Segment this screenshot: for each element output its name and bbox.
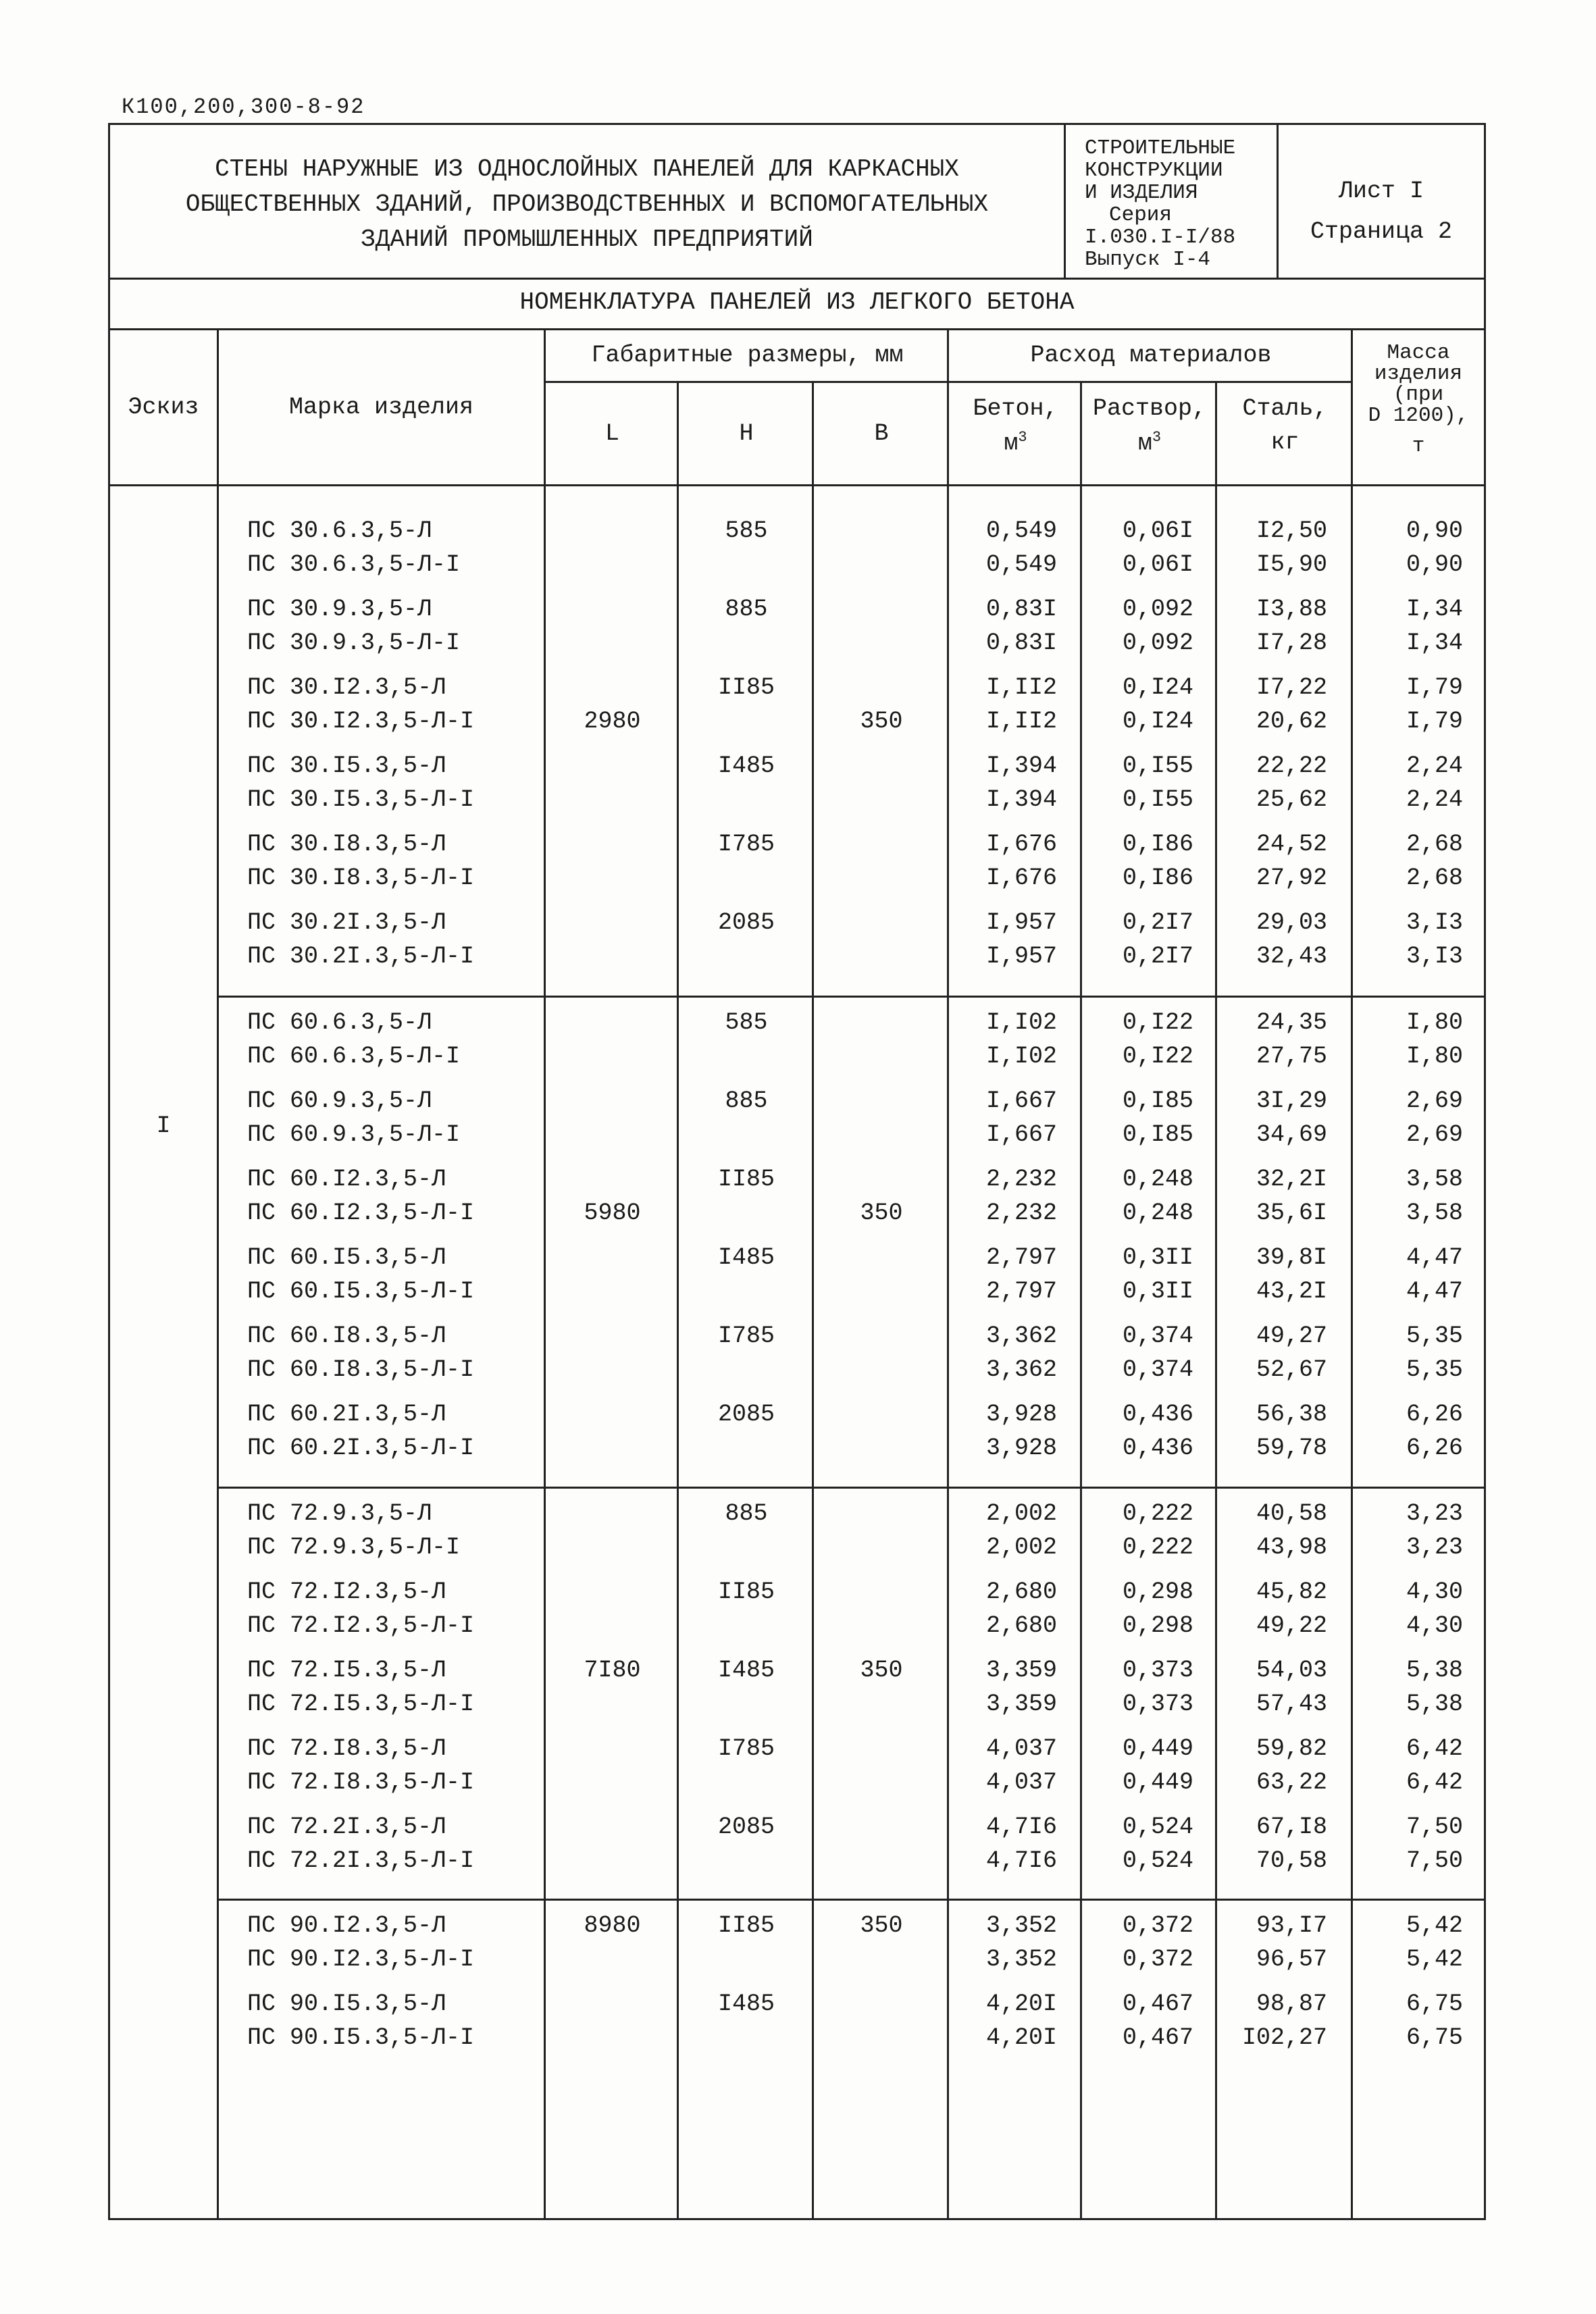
mortar-cell: 0,373 (1122, 1691, 1193, 1718)
mark-cell: ПС 90.I5.3,5-Л-I (247, 2024, 475, 2051)
mortar-cell: 0,I24 (1122, 708, 1193, 735)
h-cell: I785 (717, 1322, 775, 1349)
col-rule (812, 383, 814, 2218)
concrete-cell: 3,928 (985, 1435, 1057, 1462)
mortar-cell: 0,222 (1122, 1534, 1193, 1561)
steel-cell: 43,2I (1256, 1278, 1327, 1305)
mark-cell: ПС 30.6.3,5-Л (247, 517, 432, 544)
steel-cell: 96,57 (1256, 1946, 1327, 1973)
concrete-cell: 0,549 (985, 517, 1057, 544)
concrete-cell: 2,797 (985, 1244, 1057, 1271)
mark-cell: ПС 72.9.3,5-Л-I (247, 1534, 461, 1561)
mark-cell: ПС 30.I2.3,5-Л (247, 674, 446, 701)
mortar-cell: 0,467 (1122, 2024, 1193, 2051)
steel-cell: 3I,29 (1256, 1087, 1327, 1114)
b-cell: 350 (860, 708, 903, 735)
mortar-cell: 0,374 (1122, 1322, 1193, 1349)
mortar-cell: 0,I22 (1122, 1009, 1193, 1036)
h-cell: II85 (717, 1912, 775, 1939)
mass-cell: 5,35 (1406, 1356, 1463, 1383)
group-separator (217, 1899, 1484, 1901)
mark-cell: ПС 30.6.3,5-Л-I (247, 551, 461, 578)
steel-cell: I3,88 (1256, 596, 1327, 623)
mortar-cell: 0,092 (1122, 629, 1193, 657)
sheet-block (1279, 125, 1484, 278)
col-concrete-header (949, 395, 1082, 457)
l-cell: 5980 (584, 1200, 641, 1227)
mortar-cell: 0,I22 (1122, 1043, 1193, 1070)
mortar-cell: 0,449 (1122, 1735, 1193, 1762)
steel-cell: 63,22 (1256, 1769, 1327, 1796)
mark-cell: ПС 60.I2.3,5-Л-I (247, 1200, 475, 1227)
concrete-unit: м (1004, 430, 1019, 457)
col-steel-header (1217, 395, 1353, 456)
mark-cell: ПС 30.I5.3,5-Л-I (247, 786, 475, 813)
mark-cell: ПС 30.I2.3,5-Л-I (247, 708, 475, 735)
concrete-cell: 2,232 (985, 1200, 1057, 1227)
mass-cell: I,34 (1406, 629, 1463, 657)
mortar-cell: 0,248 (1122, 1166, 1193, 1193)
h-cell: II85 (717, 1166, 775, 1193)
mortar-cell: 0,3II (1122, 1278, 1193, 1305)
mark-cell: ПС 60.I5.3,5-Л (247, 1244, 446, 1271)
mark-cell: ПС 60.9.3,5-Л-I (247, 1121, 461, 1148)
steel-cell: 27,92 (1256, 865, 1327, 892)
steel-cell: I2,50 (1256, 517, 1327, 544)
concrete-cell: 3,362 (985, 1322, 1057, 1349)
mortar-cell: 0,436 (1122, 1401, 1193, 1428)
mark-cell: ПС 72.I5.3,5-Л (247, 1657, 446, 1684)
concrete-cell: I,I02 (985, 1009, 1057, 1036)
h-cell: 585 (725, 1009, 768, 1036)
h-cell: I785 (717, 831, 775, 858)
concrete-cell: 2,002 (985, 1500, 1057, 1527)
mark-cell: ПС 60.I2.3,5-Л (247, 1166, 446, 1193)
mark-cell: ПС 60.2I.3,5-Л (247, 1401, 446, 1428)
steel-cell: 20,62 (1256, 708, 1327, 735)
h-cell: I485 (717, 1244, 775, 1271)
mass-cell: 4,30 (1406, 1612, 1463, 1639)
concrete-cell: I,667 (985, 1121, 1057, 1148)
b-cell: 350 (860, 1200, 903, 1227)
mass-label-line: Масса (1387, 341, 1450, 365)
col-mass-header (1353, 342, 1484, 457)
col-H-header: H (739, 420, 754, 447)
steel-cell: 56,38 (1256, 1401, 1327, 1428)
steel-cell: 32,43 (1256, 943, 1327, 970)
mass-cell: I,80 (1406, 1009, 1463, 1036)
concrete-cell: I,II2 (985, 708, 1057, 735)
mark-cell: ПС 60.I8.3,5-Л (247, 1322, 446, 1349)
mass-cell: 3,23 (1406, 1500, 1463, 1527)
h-cell: 585 (725, 517, 768, 544)
steel-cell: I7,22 (1256, 674, 1327, 701)
sketch-value: I (156, 1112, 171, 1139)
mortar-cell: 0,I85 (1122, 1121, 1193, 1148)
concrete-cell: 0,83I (985, 629, 1057, 657)
col-B-header: B (874, 420, 889, 447)
b-cell: 350 (860, 1657, 903, 1684)
steel-cell: 59,82 (1256, 1735, 1327, 1762)
mark-cell: ПС 60.9.3,5-Л (247, 1087, 432, 1114)
mark-cell: ПС 72.I8.3,5-Л (247, 1735, 446, 1762)
h-cell: 885 (725, 596, 768, 623)
steel-cell: 40,58 (1256, 1500, 1327, 1527)
mortar-cell: 0,I55 (1122, 786, 1193, 813)
mark-cell: ПС 60.I5.3,5-Л-I (247, 1278, 475, 1305)
mark-cell: ПС 30.9.3,5-Л (247, 596, 432, 623)
col-rule (677, 383, 679, 2218)
mark-cell: ПС 30.I8.3,5-Л-I (247, 865, 475, 892)
mass-unit: т (1412, 434, 1425, 458)
series-number: I.030.I-I/88 (1085, 226, 1236, 249)
cube-sup: 3 (1018, 429, 1027, 446)
steel-cell: 93,I7 (1256, 1912, 1327, 1939)
mark-cell: ПС 72.I2.3,5-Л-I (247, 1612, 475, 1639)
mass-cell: 6,42 (1406, 1735, 1463, 1762)
mortar-cell: 0,222 (1122, 1500, 1193, 1527)
mass-cell: 5,42 (1406, 1946, 1463, 1973)
mortar-cell: 0,372 (1122, 1946, 1193, 1973)
concrete-cell: 3,352 (985, 1912, 1057, 1939)
mass-cell: 3,I3 (1406, 909, 1463, 936)
concrete-cell: 4,037 (985, 1769, 1057, 1796)
steel-cell: 29,03 (1256, 909, 1327, 936)
mortar-cell: 0,298 (1122, 1612, 1193, 1639)
mark-cell: ПС 60.2I.3,5-Л-I (247, 1435, 475, 1462)
mark-cell: ПС 60.6.3,5-Л-I (247, 1043, 461, 1070)
concrete-cell: I,667 (985, 1087, 1057, 1114)
mortar-cell: 0,372 (1122, 1912, 1193, 1939)
steel-cell: 54,03 (1256, 1657, 1327, 1684)
mortar-cell: 0,3II (1122, 1244, 1193, 1271)
concrete-cell: 2,002 (985, 1534, 1057, 1561)
header-bottom-rule (110, 484, 1484, 486)
mark-cell: ПС 90.I2.3,5-Л-I (247, 1946, 475, 1973)
col-mortar-header (1082, 395, 1217, 457)
mass-cell: 2,68 (1406, 831, 1463, 858)
h-cell: I485 (717, 752, 775, 779)
steel-cell: 32,2I (1256, 1166, 1327, 1193)
col-mark-header: Марка изделия (288, 394, 474, 421)
h-cell: I485 (717, 1657, 775, 1684)
concrete-cell: 3,362 (985, 1356, 1057, 1383)
mass-cell: I,34 (1406, 596, 1463, 623)
mass-cell: 2,69 (1406, 1121, 1463, 1148)
mass-cell: 0,90 (1406, 551, 1463, 578)
mortar-cell: 0,06I (1122, 517, 1193, 544)
mark-cell: ПС 72.2I.3,5-Л (247, 1814, 446, 1841)
series-line: Серия (1109, 203, 1173, 227)
mass-cell: 3,58 (1406, 1200, 1463, 1227)
cube-sup: 3 (1152, 429, 1162, 446)
document-code: К100,200,300-8-92 (122, 95, 365, 120)
concrete-cell: 4,7I6 (985, 1814, 1057, 1841)
mass-label-line: изделия (1374, 362, 1463, 386)
h-cell: 885 (725, 1087, 768, 1114)
mass-cell: 4,47 (1406, 1244, 1463, 1271)
mark-cell: ПС 90.I5.3,5-Л (247, 1990, 446, 2017)
concrete-cell: 0,83I (985, 596, 1057, 623)
concrete-cell: 4,20I (985, 2024, 1057, 2051)
steel-cell: I02,27 (1241, 2024, 1327, 2051)
concrete-cell: 2,232 (985, 1166, 1057, 1193)
mortar-cell: 0,2I7 (1122, 909, 1193, 936)
mass-label-line: (при (1393, 383, 1444, 407)
concrete-cell: 4,7I6 (985, 1847, 1057, 1874)
mark-cell: ПС 30.2I.3,5-Л-I (247, 943, 475, 970)
h-cell: 885 (725, 1500, 768, 1527)
title-line: ОБЩЕСТВЕННЫХ ЗДАНИЙ, ПРОИЗВОДСТВЕННЫХ И ВСПОМОГАТЕЛЬНЫХ (185, 190, 989, 218)
title-line: СТЕНЫ НАРУЖНЫЕ ИЗ ОДНОСЛОЙНЫХ ПАНЕЛЕЙ ДЛЯ КАРКАСНЫХ (215, 155, 959, 183)
steel-cell: 98,87 (1256, 1990, 1327, 2017)
mark-cell: ПС 72.2I.3,5-Л-I (247, 1847, 475, 1874)
mass-cell: 6,42 (1406, 1769, 1463, 1796)
series-block (1066, 125, 1279, 278)
mass-cell: 5,35 (1406, 1322, 1463, 1349)
mark-cell: ПС 30.2I.3,5-Л (247, 909, 446, 936)
mark-cell: ПС 60.I8.3,5-Л-I (247, 1356, 475, 1383)
concrete-cell: 4,20I (985, 1990, 1057, 2017)
steel-cell: 39,8I (1256, 1244, 1327, 1271)
steel-cell: 43,98 (1256, 1534, 1327, 1561)
mass-cell: 5,38 (1406, 1657, 1463, 1684)
mark-cell: ПС 72.I2.3,5-Л (247, 1578, 446, 1605)
steel-cell: 59,78 (1256, 1435, 1327, 1462)
steel-cell: I7,28 (1256, 629, 1327, 657)
mortar-cell: 0,449 (1122, 1769, 1193, 1796)
h-cell: I785 (717, 1735, 775, 1762)
mortar-cell: 0,06I (1122, 551, 1193, 578)
series-line: СТРОИТЕЛЬНЫЕ (1085, 136, 1236, 160)
steel-cell: 49,27 (1256, 1322, 1327, 1349)
header-subrule (546, 381, 1353, 383)
document-frame (108, 123, 1486, 2220)
steel-cell: 22,22 (1256, 752, 1327, 779)
steel-cell: 45,82 (1256, 1578, 1327, 1605)
col-rule (217, 330, 219, 2218)
h-cell: 2085 (717, 1401, 775, 1428)
document-title (110, 125, 1066, 278)
mortar-cell: 0,248 (1122, 1200, 1193, 1227)
concrete-cell: 2,680 (985, 1578, 1057, 1605)
concrete-label: Бетон, (973, 395, 1058, 422)
h-cell: 2085 (717, 1814, 775, 1841)
mark-cell: ПС 30.I8.3,5-Л (247, 831, 446, 858)
concrete-cell: I,394 (985, 752, 1057, 779)
steel-cell: 49,22 (1256, 1612, 1327, 1639)
mortar-cell: 0,373 (1122, 1657, 1193, 1684)
mortar-cell: 0,2I7 (1122, 943, 1193, 970)
mark-cell: ПС 30.I5.3,5-Л (247, 752, 446, 779)
mark-cell: ПС 72.I5.3,5-Л-I (247, 1691, 475, 1718)
mortar-cell: 0,524 (1122, 1814, 1193, 1841)
mass-cell: 0,90 (1406, 517, 1463, 544)
mark-cell: ПС 72.I8.3,5-Л-I (247, 1769, 475, 1796)
concrete-cell: I,I02 (985, 1043, 1057, 1070)
mass-cell: 6,75 (1406, 1990, 1463, 2017)
sheet-number: Лист I (1338, 178, 1424, 205)
h-cell: II85 (717, 674, 775, 701)
steel-cell: 25,62 (1256, 786, 1327, 813)
b-cell: 350 (860, 1912, 903, 1939)
title-block (110, 125, 1484, 280)
mortar-cell: 0,374 (1122, 1356, 1193, 1383)
mass-cell: I,80 (1406, 1043, 1463, 1070)
mark-cell: ПС 90.I2.3,5-Л (247, 1912, 446, 1939)
issue-number: Выпуск I-4 (1085, 248, 1211, 272)
l-cell: 8980 (584, 1912, 641, 1939)
table-title: НОМЕНКЛАТУРА ПАНЕЛЕЙ ИЗ ЛЕГКОГО БЕТОНА (110, 278, 1484, 330)
mass-cell: 6,26 (1406, 1435, 1463, 1462)
mass-cell: 2,24 (1406, 752, 1463, 779)
mass-cell: 3,23 (1406, 1534, 1463, 1561)
mass-cell: 2,68 (1406, 865, 1463, 892)
col-L-header: L (604, 420, 619, 447)
mass-label-line: D 1200), (1368, 404, 1469, 428)
steel-cell: 52,67 (1256, 1356, 1327, 1383)
mortar-cell: 0,I86 (1122, 831, 1193, 858)
mark-cell: ПС 60.6.3,5-Л (247, 1009, 432, 1036)
mortar-cell: 0,524 (1122, 1847, 1193, 1874)
concrete-cell: I,II2 (985, 674, 1057, 701)
title-line: ЗДАНИЙ ПРОМЫШЛЕННЫХ ПРЕДПРИЯТИЙ (361, 226, 813, 253)
concrete-cell: 4,037 (985, 1735, 1057, 1762)
mass-cell: 6,26 (1406, 1401, 1463, 1428)
concrete-cell: I,394 (985, 786, 1057, 813)
mass-cell: 5,38 (1406, 1691, 1463, 1718)
concrete-cell: 3,928 (985, 1401, 1057, 1428)
steel-cell: 70,58 (1256, 1847, 1327, 1874)
mass-cell: 4,47 (1406, 1278, 1463, 1305)
mortar-unit: м (1137, 430, 1152, 457)
mass-cell: I,79 (1406, 708, 1463, 735)
mortar-label: Раствор, (1092, 395, 1207, 422)
mass-cell: 5,42 (1406, 1912, 1463, 1939)
mass-cell: 2,69 (1406, 1087, 1463, 1114)
steel-cell: 24,35 (1256, 1009, 1327, 1036)
h-cell: 2085 (717, 909, 775, 936)
mortar-cell: 0,I85 (1122, 1087, 1193, 1114)
mass-cell: 4,30 (1406, 1578, 1463, 1605)
mark-cell: ПС 72.9.3,5-Л (247, 1500, 432, 1527)
mortar-cell: 0,467 (1122, 1990, 1193, 2017)
mass-cell: 6,75 (1406, 2024, 1463, 2051)
steel-cell: 67,I8 (1256, 1814, 1327, 1841)
mortar-cell: 0,I86 (1122, 865, 1193, 892)
concrete-cell: I,957 (985, 943, 1057, 970)
mass-cell: 3,58 (1406, 1166, 1463, 1193)
steel-cell: 27,75 (1256, 1043, 1327, 1070)
steel-cell: 35,6I (1256, 1200, 1327, 1227)
mortar-cell: 0,I24 (1122, 674, 1193, 701)
concrete-cell: I,676 (985, 865, 1057, 892)
series-line: КОНСТРУКЦИИ (1085, 159, 1223, 182)
steel-cell: 34,69 (1256, 1121, 1327, 1148)
steel-cell: 24,52 (1256, 831, 1327, 858)
col-dimensions-header: Габаритные размеры, мм (591, 342, 904, 369)
l-cell: 7I80 (584, 1657, 641, 1684)
concrete-cell: 3,359 (985, 1657, 1057, 1684)
concrete-cell: I,676 (985, 831, 1057, 858)
col-materials-header: Расход материалов (1030, 342, 1272, 369)
steel-cell: 57,43 (1256, 1691, 1327, 1718)
l-cell: 2980 (584, 708, 641, 735)
concrete-cell: 3,359 (985, 1691, 1057, 1718)
concrete-cell: 3,352 (985, 1946, 1057, 1973)
mass-cell: 7,50 (1406, 1814, 1463, 1841)
mortar-cell: 0,092 (1122, 596, 1193, 623)
mass-cell: 7,50 (1406, 1847, 1463, 1874)
group-separator (217, 1487, 1484, 1489)
steel-unit: кг (1270, 429, 1299, 456)
mass-cell: 3,I3 (1406, 943, 1463, 970)
h-cell: II85 (717, 1578, 775, 1605)
group-separator (217, 996, 1484, 998)
mass-cell: 2,24 (1406, 786, 1463, 813)
h-cell: I485 (717, 1990, 775, 2017)
col-sketch-header: Эскиз (128, 394, 199, 421)
page-number: Страница 2 (1310, 218, 1453, 245)
mortar-cell: 0,I55 (1122, 752, 1193, 779)
concrete-cell: 2,680 (985, 1612, 1057, 1639)
mark-cell: ПС 30.9.3,5-Л-I (247, 629, 461, 657)
mortar-cell: 0,298 (1122, 1578, 1193, 1605)
concrete-cell: 2,797 (985, 1278, 1057, 1305)
concrete-cell: 0,549 (985, 551, 1057, 578)
mass-cell: I,79 (1406, 674, 1463, 701)
concrete-cell: I,957 (985, 909, 1057, 936)
mortar-cell: 0,436 (1122, 1435, 1193, 1462)
steel-label: Сталь, (1242, 395, 1328, 422)
series-line: И ИЗДЕЛИЯ (1085, 181, 1198, 205)
steel-cell: I5,90 (1256, 551, 1327, 578)
